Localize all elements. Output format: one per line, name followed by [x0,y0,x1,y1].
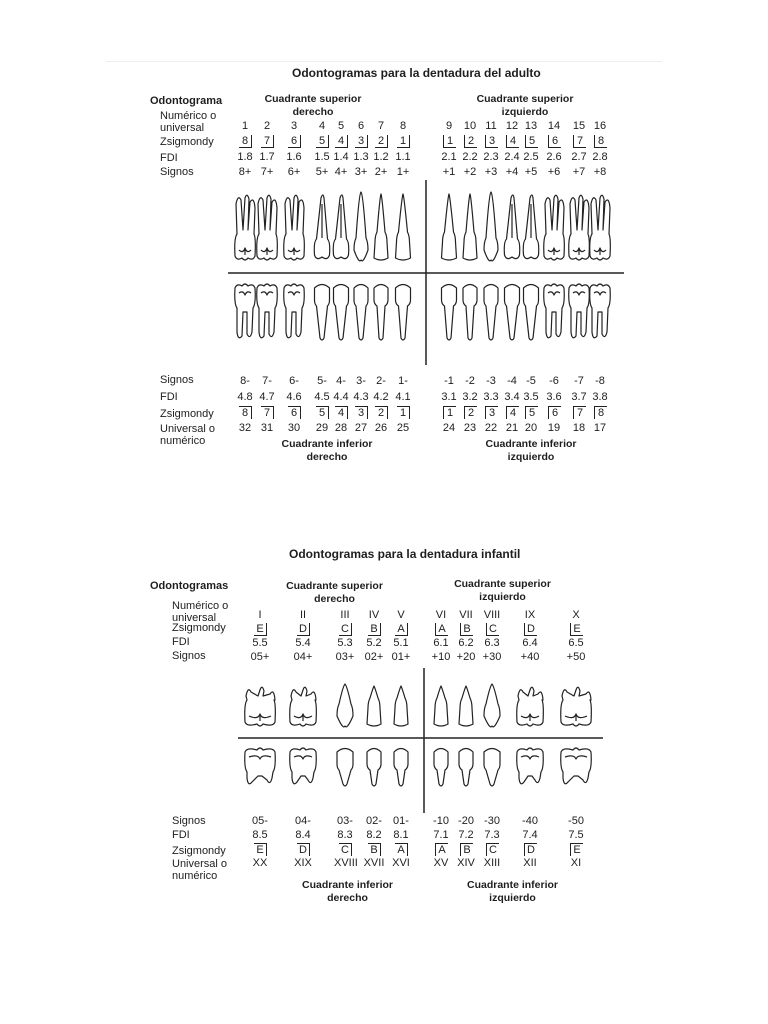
child-lower-zsigmondy-cell: C [486,843,499,856]
adult-upper-fdi-cell: 1.7 [259,151,275,163]
adult-lower-label-zsigmondy: Zsigmondy [160,408,214,420]
adult-lower-universal-cell: 18 [572,422,586,434]
child-upper-zsigmondy-cell: E [570,623,583,636]
adult-upper-universal-cell: 4 [318,120,326,132]
adult-upper-signos-cell: 1+ [396,166,410,178]
child-lower-zsigmondy-cell: A [395,843,408,856]
adult-lower-tooth-fissure [239,292,251,295]
adult-lower-tooth [354,285,368,341]
adult-lower-universal-cell: 32 [238,422,252,434]
child-upper-signos-cell: +30 [482,651,502,663]
adult-title: Odontogramas para la dentadura del adulto [292,66,541,80]
child-lower-tooth-fissure [294,756,312,759]
child-lower-tooth [394,749,408,787]
adult-lower-zsigmondy-cell: 1 [397,406,410,419]
adult-lower-zsigmondy-cell: 3 [485,406,498,419]
adult-lower-signos-cell: -2 [465,375,475,387]
child-upper-fdi-cell: 6.5 [568,637,584,649]
adult-upper-fdi-cell: 2.2 [462,151,478,163]
adult-label-zsigmondy: Zsigmondy [160,136,214,148]
adult-lower-tooth [374,285,388,341]
child-lower-signos-cell: -10 [433,815,449,827]
adult-upper-universal-cell: 2 [263,120,271,132]
child-upper-zsigmondy-cell: C [339,623,352,636]
child-upper-signos-cell: +40 [520,651,540,663]
child-upper-tooth [367,686,381,726]
adult-lower-signos-cell: -8 [595,375,605,387]
child-upper-universal-cell: VIII [483,609,501,621]
adult-upper-zsigmondy-cell: 6 [288,135,301,148]
child-lower-label-signos: Signos [172,815,206,827]
child-upper-tooth-fissure [521,714,539,721]
adult-upper-universal-cell: 8 [399,120,407,132]
adult-lower-fdi-cell: 4.3 [353,391,369,403]
child-upper-fdi-cell: 5.4 [295,637,311,649]
child-lower-fdi-cell: 8.4 [295,829,311,841]
child-lower-tooth-fissure [249,756,271,759]
adult-upper-fdi-cell: 2.6 [546,151,562,163]
child-upper-universal-cell: V [397,609,405,621]
adult-lower-universal-cell: 19 [547,422,561,434]
adult-lower-fdi-cell: 3.1 [441,391,457,403]
child-lower-zsigmondy-cell: A [435,843,448,856]
child-upper-universal-cell: VI [435,609,447,621]
child-lower-fdi-cell: 8.3 [337,829,353,841]
adult-lower-signos-cell: -6 [549,375,559,387]
adult-upper-fdi-cell: 1.4 [333,151,349,163]
adult-label-fdi: FDI [160,152,178,164]
child-lower-fdi-cell: 8.2 [366,829,382,841]
adult-upper-signos-cell: +2 [463,166,477,178]
adult-upper-tooth-fissure [261,248,273,255]
child-upper-fdi-cell: 6.3 [484,637,500,649]
child-lower-signos-cell: 02- [366,815,382,827]
child-upper-signos-cell: 05+ [250,651,270,663]
adult-quadrant-lower-right: Cuadrante inferior derecho [281,438,373,463]
child-lower-universal-cell: XVII [363,857,385,869]
adult-upper-zsigmondy-cell: 1 [397,135,410,148]
adult-lower-tooth [484,285,498,341]
child-lower-signos-cell: 01- [393,815,409,827]
child-upper-zsigmondy-cell: E [254,623,267,636]
adult-lower-tooth-fissure [573,292,585,295]
child-lower-label-zsigmondy: Zsigmondy [172,845,226,857]
child-lower-fdi-cell: 7.4 [522,829,538,841]
child-upper-fdi-cell: 5.1 [393,637,409,649]
child-dental-chart [238,668,618,818]
adult-upper-fdi-cell: 1.8 [237,151,253,163]
child-lower-signos-cell: 03- [337,815,353,827]
adult-upper-signos-cell: 7+ [260,166,274,178]
adult-lower-tooth [442,285,457,341]
adult-upper-universal-cell: 13 [524,120,538,132]
adult-upper-tooth-fissure [288,248,300,255]
adult-lower-signos-cell: 7- [262,375,272,387]
child-lower-tooth [290,748,317,784]
child-upper-zsigmondy-cell: D [524,623,537,636]
adult-upper-signos-cell: 5+ [315,166,329,178]
adult-lower-fdi-cell: 3.4 [504,391,520,403]
adult-upper-fdi-cell: 2.4 [504,151,520,163]
adult-lower-tooth-fissure [261,292,273,295]
child-upper-fdi-cell: 6.4 [522,637,538,649]
adult-upper-zsigmondy-cell: 7 [261,135,274,148]
adult-upper-fdi-cell: 2.7 [571,151,587,163]
adult-quadrant-upper-left: Cuadrante superior izquierdo [476,93,574,118]
child-lower-universal-cell: XII [523,857,537,869]
child-upper-tooth-fissure [565,714,587,721]
child-lower-universal-cell: XIII [483,857,501,869]
child-lower-label-fdi: FDI [172,829,190,841]
adult-lower-tooth [334,285,349,341]
child-lower-tooth-fissure [565,756,587,759]
adult-lower-fdi-cell: 3.2 [462,391,478,403]
adult-upper-universal-cell: 15 [572,120,586,132]
adult-lower-universal-cell: 20 [524,422,538,434]
adult-lower-zsigmondy-cell: 8 [594,406,607,419]
child-lower-zsigmondy-cell: D [297,843,310,856]
adult-lower-tooth [257,284,278,338]
child-upper-universal-cell: X [572,609,580,621]
child-quadrant-lower-left: Cuadrante inferior izquierdo [466,879,558,904]
adult-upper-universal-cell: 6 [357,120,365,132]
adult-lower-fdi-cell: 4.5 [314,391,330,403]
child-lower-fdi-cell: 8.1 [393,829,409,841]
child-lower-tooth-fissure [521,756,539,759]
adult-lower-fdi-cell: 4.6 [286,391,302,403]
adult-upper-universal-cell: 11 [485,120,497,132]
child-lower-signos-cell: 04- [295,815,311,827]
adult-lower-fdi-cell: 3.5 [523,391,539,403]
child-lower-zsigmondy-cell: B [368,843,381,856]
adult-lower-tooth [569,284,590,338]
adult-lower-fdi-cell: 4.8 [237,391,253,403]
adult-upper-zsigmondy-cell: 1 [443,135,456,148]
adult-upper-zsigmondy-cell: 7 [573,135,586,148]
adult-lower-tooth [315,285,330,341]
child-lower-fdi-cell: 7.3 [484,829,500,841]
adult-upper-signos-cell: 2+ [374,166,388,178]
adult-lower-zsigmondy-cell: 2 [375,406,388,419]
child-lower-signos-cell: 05- [252,815,268,827]
adult-quadrant-upper-right: Cuadrante superior derecho [264,93,362,118]
child-label-zsigmondy: Zsigmondy [172,622,226,634]
adult-lower-universal-cell: 21 [505,422,519,434]
adult-lower-universal-cell: 27 [354,422,368,434]
adult-lower-tooth [396,285,411,341]
adult-lower-tooth [235,284,256,338]
adult-lower-label-signos: Signos [160,374,194,386]
adult-lower-tooth [284,284,305,338]
child-lower-fdi-cell: 7.2 [458,829,474,841]
child-upper-universal-cell: II [299,609,307,621]
child-upper-zsigmondy-cell: C [486,623,499,636]
adult-upper-fdi-cell: 1.2 [373,151,389,163]
adult-upper-fdi-cell: 2.3 [483,151,499,163]
child-upper-signos-cell: +20 [456,651,476,663]
child-lower-tooth [434,749,448,787]
child-title: Odontogramas para la dentadura infantil [289,547,521,561]
child-upper-fdi-cell: 5.3 [337,637,353,649]
adult-upper-fdi-cell: 1.6 [286,151,302,163]
adult-lower-zsigmondy-cell: 2 [464,406,477,419]
adult-upper-signos-cell: +8 [593,166,607,178]
adult-upper-signos-cell: +3 [484,166,498,178]
adult-lower-zsigmondy-cell: 5 [525,406,538,419]
adult-upper-signos-cell: +6 [547,166,561,178]
child-upper-fdi-cell: 6.1 [433,637,449,649]
child-upper-signos-cell: +50 [566,651,586,663]
adult-label-signos: Signos [160,166,194,178]
adult-lower-signos-cell: 2- [376,375,386,387]
adult-lower-label-numeric: Universal o numérico [160,423,216,447]
adult-upper-zsigmondy-cell: 2 [464,135,477,148]
adult-lower-tooth-fissure [594,292,606,295]
child-lower-universal-cell: XVIII [334,857,358,869]
adult-lower-fdi-cell: 3.3 [483,391,499,403]
adult-upper-signos-cell: +4 [505,166,519,178]
adult-upper-signos-cell: +1 [442,166,456,178]
adult-upper-tooth-fissure [573,248,585,255]
adult-label-numeric: Numérico o universal [160,110,217,134]
adult-upper-fdi-cell: 2.8 [592,151,608,163]
adult-upper-fdi-cell: 2.1 [441,151,457,163]
child-upper-universal-cell: I [258,609,262,621]
adult-upper-tooth-fissure [594,248,606,255]
adult-upper-zsigmondy-cell: 4 [335,135,348,148]
child-lower-tooth [561,748,592,784]
child-upper-fdi-cell: 6.2 [458,637,474,649]
child-upper-tooth-fissure [249,714,271,721]
child-upper-zsigmondy-cell: B [460,623,473,636]
adult-lower-universal-cell: 28 [334,422,348,434]
adult-lower-fdi-cell: 3.6 [546,391,562,403]
adult-upper-universal-cell: 14 [547,120,561,132]
adult-lower-zsigmondy-cell: 7 [573,406,586,419]
child-upper-universal-cell: VII [459,609,473,621]
child-lower-zsigmondy-cell: B [460,843,473,856]
adult-lower-signos-cell: 4- [336,375,346,387]
child-lower-universal-cell: XIV [457,857,475,869]
child-upper-universal-cell: IV [368,609,380,621]
adult-lower-universal-cell: 22 [484,422,498,434]
child-upper-tooth [434,686,448,726]
adult-lower-zsigmondy-cell: 3 [355,406,368,419]
child-upper-signos-cell: 02+ [364,651,384,663]
adult-lower-zsigmondy-cell: 5 [316,406,329,419]
child-upper-signos-cell: 01+ [391,651,411,663]
adult-lower-tooth [544,284,565,338]
adult-lower-universal-cell: 23 [463,422,477,434]
adult-lower-universal-cell: 31 [260,422,274,434]
child-label-fdi: FDI [172,636,190,648]
child-lower-fdi-cell: 7.1 [433,829,449,841]
adult-upper-universal-cell: 10 [463,120,477,132]
adult-lower-fdi-cell: 4.4 [333,391,349,403]
child-lower-tooth [484,749,500,787]
adult-upper-signos-cell: 4+ [334,166,348,178]
adult-lower-signos-cell: 1- [398,375,408,387]
adult-lower-label-fdi: FDI [160,391,178,403]
child-upper-signos-cell: 03+ [335,651,355,663]
child-upper-zsigmondy-cell: A [435,623,448,636]
adult-lower-signos-cell: 5- [317,375,327,387]
adult-upper-universal-cell: 1 [241,120,249,132]
child-lower-zsigmondy-cell: E [254,843,267,856]
child-upper-zsigmondy-cell: A [395,623,408,636]
adult-lower-signos-cell: -5 [526,375,536,387]
child-upper-fdi-cell: 5.2 [366,637,382,649]
child-upper-universal-cell: IX [524,609,536,621]
adult-lower-tooth-fissure [548,292,560,295]
adult-lower-fdi-cell: 3.8 [592,391,608,403]
page-top-rule [106,61,662,62]
child-upper-tooth [394,686,408,726]
adult-lower-tooth-fissure [288,292,300,295]
adult-upper-fdi-cell: 2.5 [523,151,539,163]
child-header: Odontogramas [150,580,229,592]
adult-lower-signos-cell: -3 [486,375,496,387]
child-label-signos: Signos [172,650,206,662]
adult-upper-zsigmondy-cell: 5 [525,135,538,148]
adult-upper-zsigmondy-cell: 6 [548,135,561,148]
child-lower-fdi-cell: 8.5 [252,829,268,841]
child-quadrant-lower-right: Cuadrante inferior derecho [301,879,393,904]
child-quadrant-upper-left: Cuadrante superior izquierdo [454,578,551,603]
child-lower-universal-cell: XIX [294,857,312,869]
child-lower-zsigmondy-cell: E [570,843,583,856]
adult-upper-zsigmondy-cell: 8 [594,135,607,148]
child-upper-signos-cell: +10 [431,651,451,663]
adult-lower-tooth [590,284,611,338]
child-lower-universal-cell: XI [570,857,582,869]
child-lower-tooth [245,748,276,784]
adult-lower-tooth [463,285,477,341]
child-lower-zsigmondy-cell: C [339,843,352,856]
adult-upper-zsigmondy-cell: 5 [316,135,329,148]
adult-lower-fdi-cell: 4.1 [395,391,411,403]
child-upper-zsigmondy-cell: B [368,623,381,636]
adult-lower-universal-cell: 17 [593,422,607,434]
adult-upper-tooth [374,194,388,260]
child-quadrant-upper-right: Cuadrante superior derecho [286,580,383,605]
child-upper-tooth [337,684,353,727]
child-lower-tooth [517,748,544,784]
adult-upper-zsigmondy-cell: 3 [355,135,368,148]
child-label-numeric: Numérico o universal [172,600,229,624]
adult-upper-signos-cell: 6+ [287,166,301,178]
adult-upper-tooth [396,194,411,260]
child-lower-tooth [337,749,353,787]
adult-lower-zsigmondy-cell: 6 [288,406,301,419]
child-upper-tooth [459,686,473,726]
child-upper-universal-cell: III [340,609,350,621]
child-upper-zsigmondy-cell: D [297,623,310,636]
adult-upper-tooth [442,194,457,260]
adult-lower-signos-cell: 8- [240,375,250,387]
child-lower-tooth [459,749,473,787]
adult-lower-zsigmondy-cell: 8 [239,406,252,419]
child-upper-signos-cell: 04+ [293,651,313,663]
adult-lower-zsigmondy-cell: 1 [443,406,456,419]
adult-upper-zsigmondy-cell: 4 [506,135,519,148]
adult-lower-zsigmondy-cell: 6 [548,406,561,419]
adult-upper-universal-cell: 3 [290,120,298,132]
adult-lower-signos-cell: -1 [444,375,454,387]
adult-lower-signos-cell: 3- [356,375,366,387]
child-lower-signos-cell: -50 [568,815,584,827]
adult-lower-fdi-cell: 4.7 [259,391,275,403]
adult-upper-signos-cell: +7 [572,166,586,178]
adult-upper-zsigmondy-cell: 8 [239,135,252,148]
child-lower-zsigmondy-cell: D [524,843,537,856]
child-lower-universal-cell: XX [252,857,268,869]
child-upper-tooth-fissure [294,714,312,721]
adult-dental-chart [228,180,638,372]
adult-upper-universal-cell: 7 [377,120,385,132]
adult-upper-zsigmondy-cell: 2 [375,135,388,148]
adult-upper-universal-cell: 5 [337,120,345,132]
adult-lower-fdi-cell: 4.2 [373,391,389,403]
adult-lower-zsigmondy-cell: 4 [506,406,519,419]
child-lower-label-numeric: Universal o numérico [172,858,228,882]
adult-upper-zsigmondy-cell: 3 [485,135,498,148]
child-lower-signos-cell: -30 [484,815,500,827]
adult-lower-universal-cell: 24 [442,422,456,434]
adult-lower-zsigmondy-cell: 7 [261,406,274,419]
adult-upper-signos-cell: 3+ [354,166,368,178]
adult-upper-fdi-cell: 1.3 [353,151,369,163]
adult-lower-fdi-cell: 3.7 [571,391,587,403]
adult-lower-signos-cell: 6- [289,375,299,387]
adult-lower-universal-cell: 30 [287,422,301,434]
adult-upper-tooth-fissure [548,248,560,255]
adult-upper-signos-cell: +5 [524,166,538,178]
child-upper-fdi-cell: 5.5 [252,637,268,649]
child-lower-signos-cell: -20 [458,815,474,827]
adult-quadrant-lower-left: Cuadrante inferior izquierdo [485,438,577,463]
child-upper-tooth [484,684,500,727]
child-lower-tooth [367,749,381,787]
adult-upper-universal-cell: 16 [593,120,607,132]
adult-upper-tooth-fissure [239,248,251,255]
adult-upper-tooth [354,192,368,261]
child-lower-signos-cell: -40 [522,815,538,827]
adult-lower-tooth [524,285,539,341]
child-lower-universal-cell: XV [433,857,449,869]
adult-lower-universal-cell: 25 [396,422,410,434]
adult-upper-universal-cell: 12 [505,120,519,132]
adult-upper-tooth [463,194,477,260]
adult-upper-signos-cell: 8+ [238,166,252,178]
adult-lower-signos-cell: -4 [507,375,517,387]
adult-upper-universal-cell: 9 [445,120,453,132]
adult-upper-tooth [484,192,498,261]
adult-upper-fdi-cell: 1.1 [395,151,411,163]
adult-lower-universal-cell: 29 [315,422,329,434]
child-lower-universal-cell: XVI [392,857,410,869]
adult-lower-universal-cell: 26 [374,422,388,434]
adult-header: Odontograma [150,95,223,107]
adult-lower-zsigmondy-cell: 4 [335,406,348,419]
child-lower-fdi-cell: 7.5 [568,829,584,841]
adult-upper-fdi-cell: 1.5 [314,151,330,163]
adult-lower-tooth [505,285,520,341]
adult-lower-signos-cell: -7 [574,375,584,387]
